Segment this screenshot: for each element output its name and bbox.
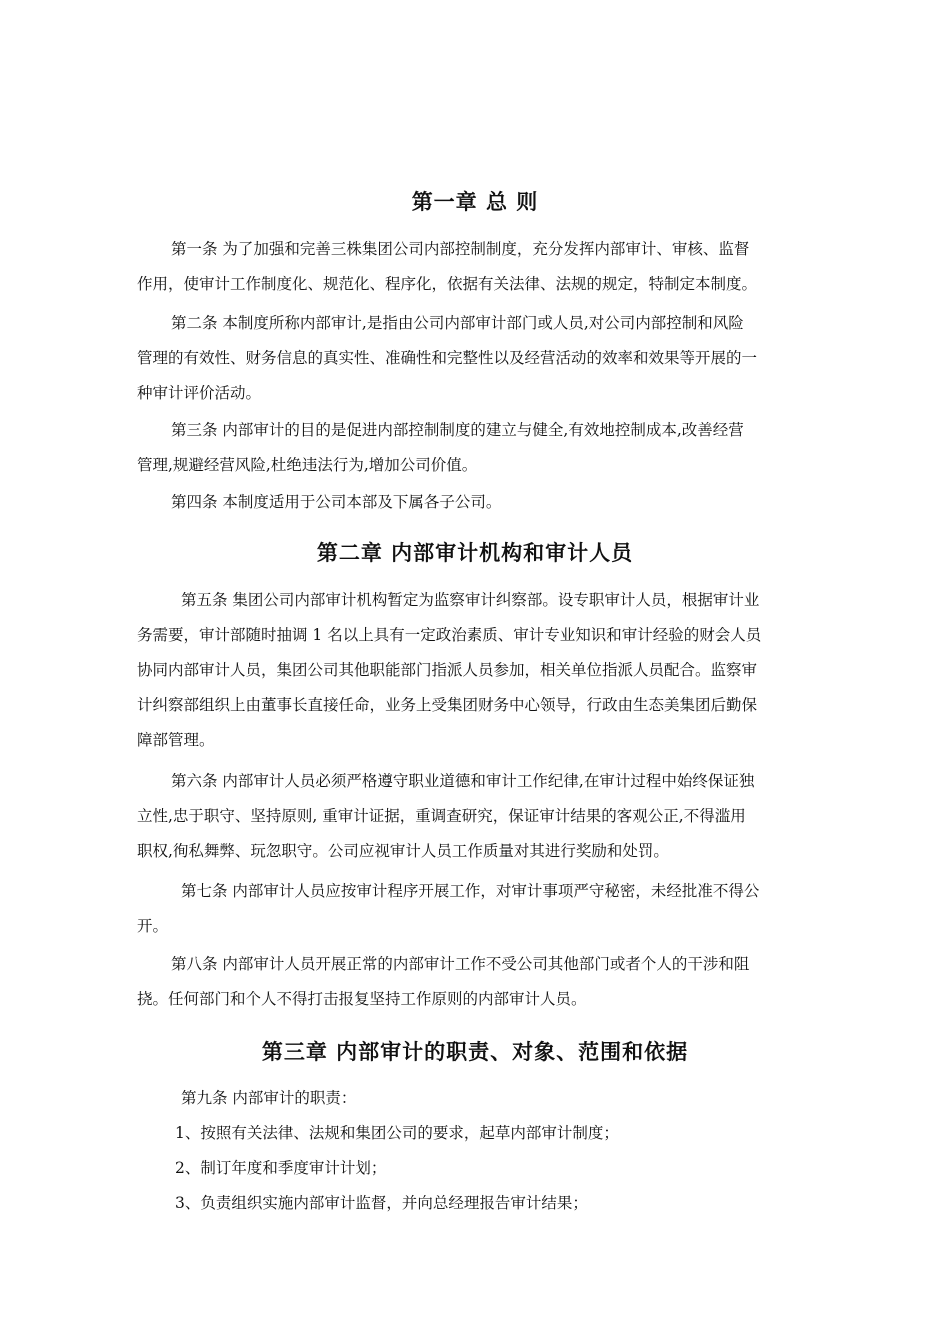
article-6 bbox=[137, 764, 815, 869]
article-1 bbox=[137, 232, 815, 302]
article-6-line-2: 立性,忠于职守、坚持原则, 重审计证据，重调查研究，保证审计结果的客观公正,不得滥用 bbox=[137, 807, 746, 825]
article-8-line-1: 第八条 内部审计人员开展正常的内部审计工作不受公司其他部门或者个人的干涉和阻 bbox=[171, 955, 750, 973]
chapter-2-title: 第二章 内部审计机构和审计人员 bbox=[316, 541, 634, 565]
article-5 bbox=[137, 583, 815, 758]
article-9-heading: 第九条 内部审计的职责： bbox=[181, 1089, 357, 1107]
article-7 bbox=[137, 874, 815, 944]
article-2 bbox=[137, 306, 815, 411]
article-9 bbox=[137, 1081, 815, 1221]
article-5-line-3: 协同内部审计人员，集团公司其他职能部门指派人员参加，相关单位指派人员配合。监察审 bbox=[137, 661, 758, 679]
article-9-item-1: 1、按照有关法律、法规和集团公司的要求，起草内部审计制度； bbox=[175, 1124, 619, 1142]
article-8-line-2: 挠。任何部门和个人不得打击报复坚持工作原则的内部审计人员。 bbox=[137, 990, 587, 1008]
article-8 bbox=[137, 947, 815, 1017]
article-3-line-1: 第三条 内部审计的目的是促进内部控制制度的建立与健全,有效地控制成本,改善经营 bbox=[171, 421, 744, 439]
article-6-line-3: 职权,徇私舞弊、玩忽职守。公司应视审计人员工作质量对其进行奖励和处罚。 bbox=[137, 842, 669, 860]
article-9-item-3: 3、负责组织实施内部审计监督，并向总经理报告审计结果； bbox=[175, 1194, 588, 1212]
article-5-line-1: 第五条 集团公司内部审计机构暂定为监察审计纠察部。设专职审计人员，根据审计业 bbox=[181, 591, 760, 609]
article-6-line-1: 第六条 内部审计人员必须严格遵守职业道德和审计工作纪律,在审计过程中始终保证独 bbox=[171, 772, 755, 790]
article-1-line-2: 作用，使审计工作制度化、规范化、程序化，依据有关法律、法规的规定，特制定本制度。 bbox=[137, 275, 758, 293]
article-5-line-5: 障部管理。 bbox=[137, 731, 215, 749]
article-5-line-2: 务需要，审计部随时抽调 1 名以上具有一定政治素质、审计专业知识和审计经验的财会人员 bbox=[137, 626, 762, 644]
article-5-line-4: 计纠察部组织上由董事长直接任命，业务上受集团财务中心领导，行政由生态美集团后勤保 bbox=[137, 696, 758, 714]
article-3 bbox=[137, 413, 815, 483]
article-4-line-1: 第四条 本制度适用于公司本部及下属各子公司。 bbox=[171, 493, 502, 511]
article-3-line-2: 管理,规避经营风险,杜绝违法行为,增加公司价值。 bbox=[137, 456, 478, 474]
chapter-3-title: 第三章 内部审计的职责、对象、范围和依据 bbox=[261, 1040, 689, 1064]
article-4 bbox=[137, 485, 815, 520]
article-7-line-1: 第七条 内部审计人员应按审计程序开展工作，对审计事项严守秘密，未经批准不得公 bbox=[181, 882, 760, 900]
article-7-line-2: 开。 bbox=[137, 917, 169, 935]
chapter-1-title: 第一章 总 则 bbox=[411, 190, 539, 214]
article-1-line-1: 第一条 为了加强和完善三株集团公司内部控制制度，充分发挥内部审计、审核、监督 bbox=[171, 240, 750, 258]
article-9-item-2: 2、制订年度和季度审计计划； bbox=[175, 1159, 387, 1177]
article-2-line-2: 管理的有效性、财务信息的真实性、准确性和完整性以及经营活动的效率和效果等开展的一 bbox=[137, 349, 758, 367]
article-2-line-3: 种审计评价活动。 bbox=[137, 384, 262, 402]
article-2-line-1: 第二条 本制度所称内部审计,是指由公司内部审计部门或人员,对公司内部控制和风险 bbox=[171, 314, 744, 332]
